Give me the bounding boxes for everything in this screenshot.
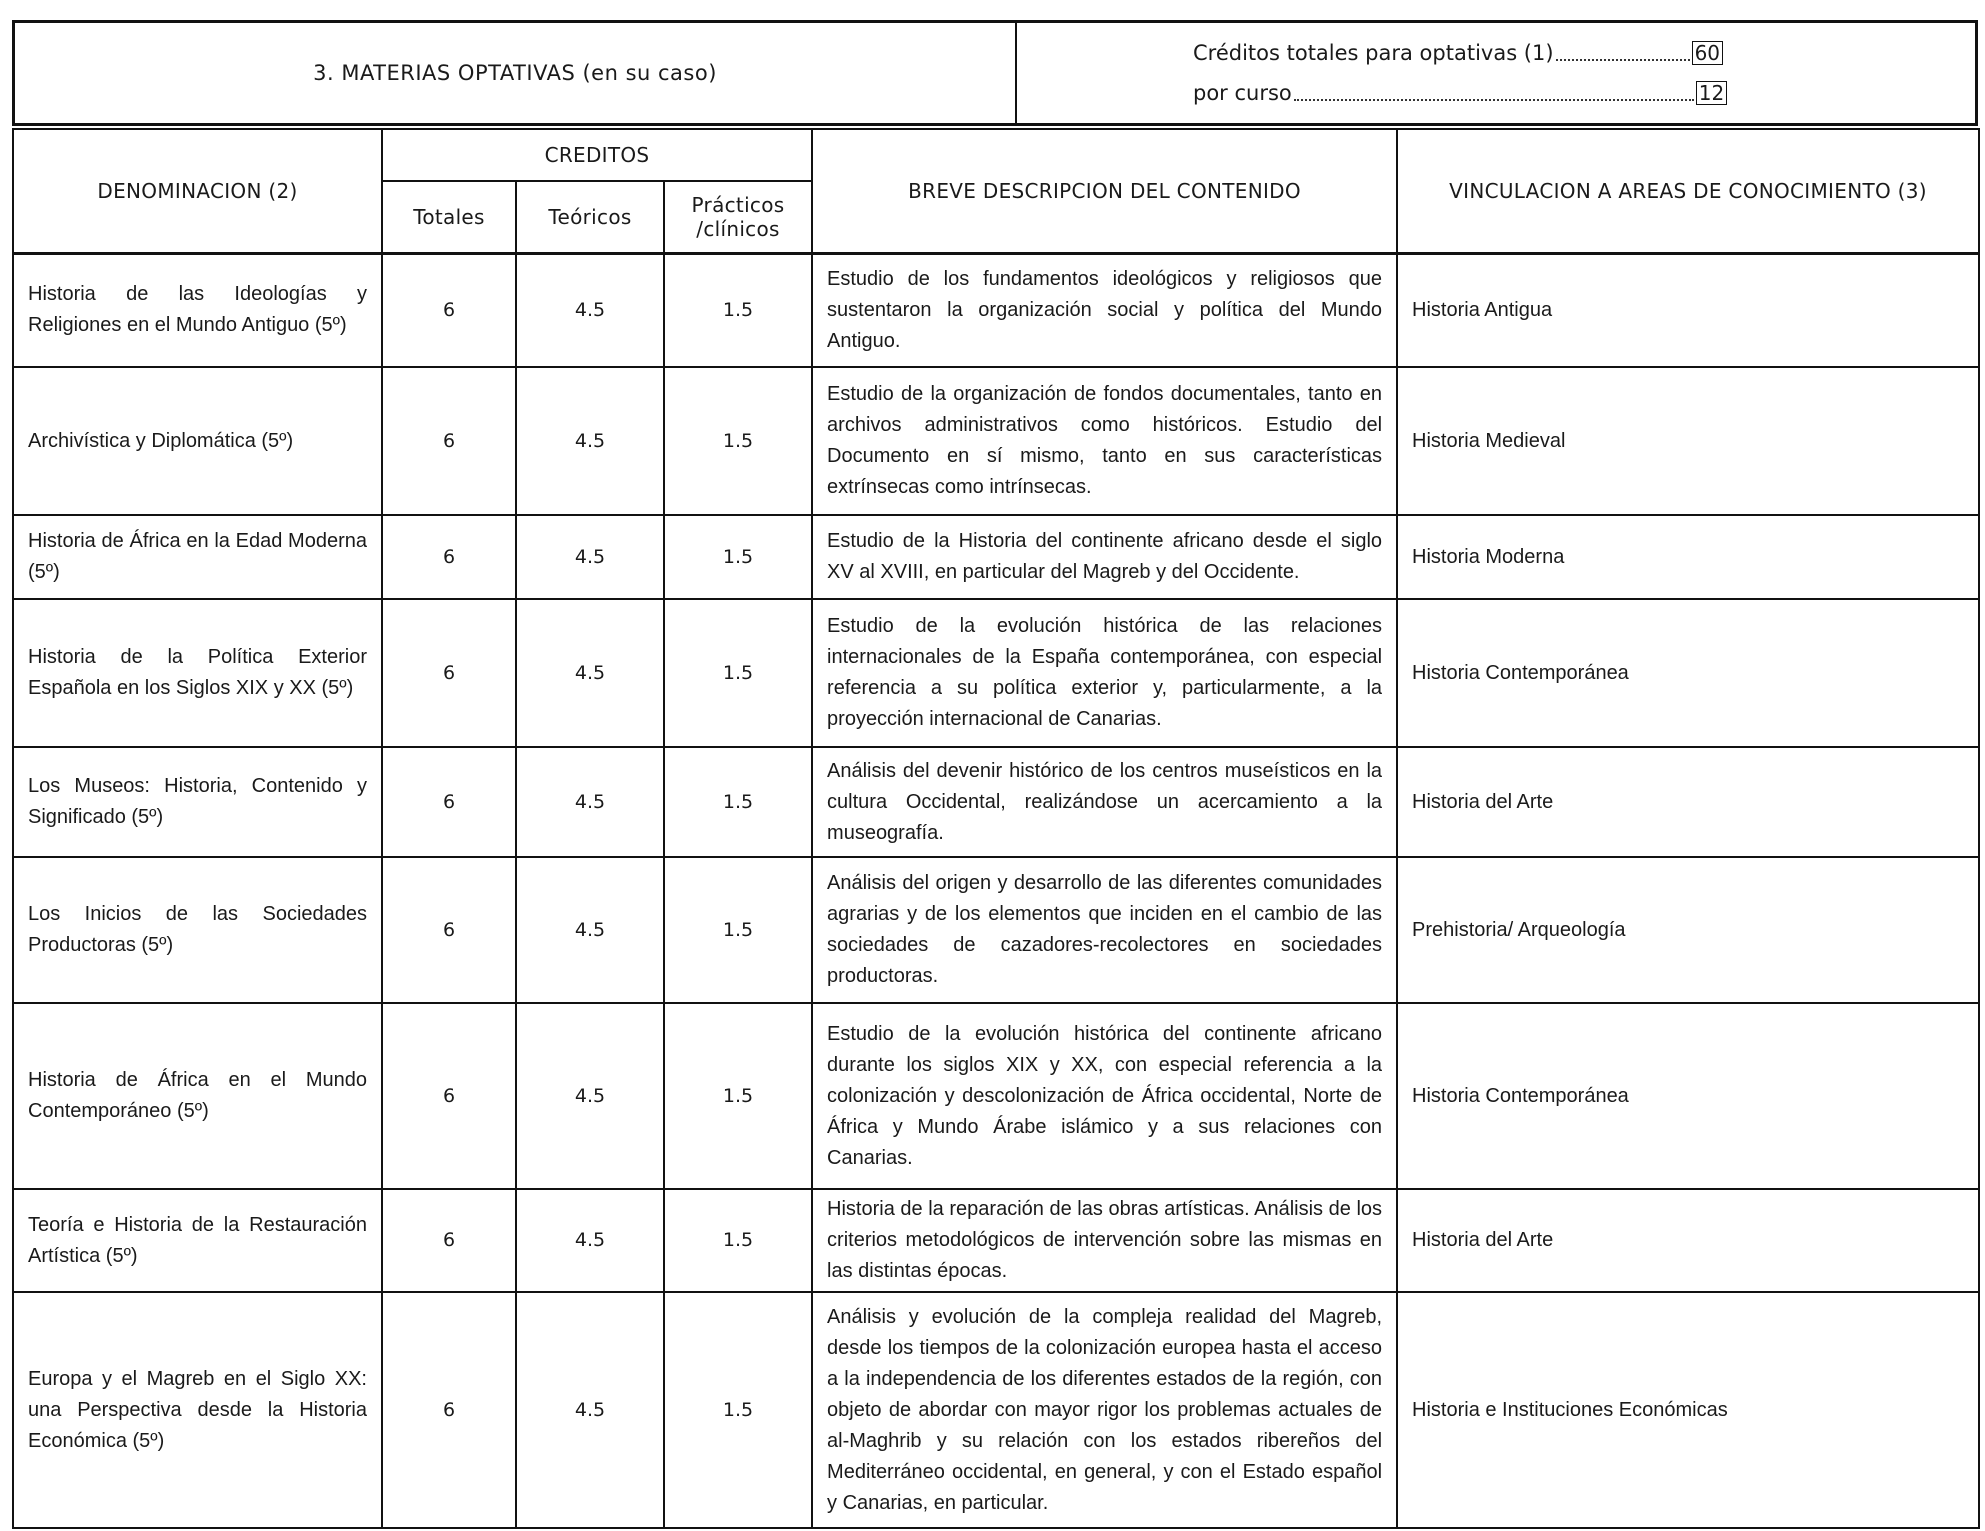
subject-name: Historia de la Política Exterior Española en los Siglos XIX y XX (5º) — [13, 599, 382, 747]
total-credits-line — [1193, 41, 1975, 65]
section-title: 3. MATERIAS OPTATIVAS (en su caso) — [313, 61, 717, 85]
knowledge-area: Historia Medieval — [1397, 367, 1979, 515]
col-header-descripcion: BREVE DESCRIPCION DEL CONTENIDO — [812, 129, 1397, 253]
subject-name: Los Inicios de las Sociedades Productoras (5º) — [13, 857, 382, 1003]
subject-name: Archivística y Diplomática (5º) — [13, 367, 382, 515]
content-description: Estudio de los fundamentos ideológicos y religiosos que sustentaron la organización social y política del Mundo Antiguo. — [812, 253, 1397, 367]
credits-total: 6 — [382, 1003, 516, 1189]
credits-practice: 1.5 — [664, 367, 812, 515]
credits-total: 6 — [382, 367, 516, 515]
credits-total: 6 — [382, 253, 516, 367]
subject-name: Historia de África en la Edad Moderna (5º) — [13, 515, 382, 599]
col-header-denominacion: DENOMINACION (2) — [13, 129, 382, 253]
table-row — [13, 253, 1979, 367]
credits-theory: 4.5 — [516, 367, 664, 515]
credits-total: 6 — [382, 599, 516, 747]
per-course-line — [1193, 81, 1975, 105]
credits-practice: 1.5 — [664, 599, 812, 747]
credits-theory: 4.5 — [516, 747, 664, 857]
col-header-vinculacion: VINCULACION A AREAS DE CONOCIMIENTO (3) — [1397, 129, 1979, 253]
table-row — [13, 515, 1979, 599]
credits-theory: 4.5 — [516, 1003, 664, 1189]
col-header-totales: Totales — [382, 181, 516, 253]
knowledge-area: Historia Contemporánea — [1397, 1003, 1979, 1189]
per-course-value: 12 — [1696, 81, 1727, 105]
credits-total: 6 — [382, 857, 516, 1003]
credits-practice: 1.5 — [664, 1003, 812, 1189]
credits-theory: 4.5 — [516, 1189, 664, 1292]
subject-name: Los Museos: Historia, Contenido y Significado (5º) — [13, 747, 382, 857]
credits-practice: 1.5 — [664, 515, 812, 599]
credits-total: 6 — [382, 1292, 516, 1528]
credits-practice: 1.5 — [664, 747, 812, 857]
table-row — [13, 857, 1979, 1003]
knowledge-area: Historia del Arte — [1397, 1189, 1979, 1292]
credits-summary-cell — [1017, 23, 1975, 123]
per-course-label: por curso — [1193, 81, 1292, 105]
knowledge-area: Historia Antigua — [1397, 253, 1979, 367]
content-description: Historia de la reparación de las obras artísticas. Análisis de los criterios metodológicos de intervención sobre las mismas en las distintas épocas. — [812, 1189, 1397, 1292]
col-header-creditos: CREDITOS — [382, 129, 812, 181]
table-row — [13, 1189, 1979, 1292]
content-description: Estudio de la Historia del continente africano desde el siglo XV al XVIII, en particular del Magreb y del Occidente. — [812, 515, 1397, 599]
credits-total: 6 — [382, 515, 516, 599]
table-row — [13, 1003, 1979, 1189]
col-header-teoricos: Teóricos — [516, 181, 664, 253]
dotted-leader — [1294, 85, 1694, 101]
table-row — [13, 367, 1979, 515]
content-description: Estudio de la evolución histórica del continente africano durante los siglos XIX y XX, con especial referencia a la colonización y descolonización de África occidental, Norte de África y Mundo Árabe islámico y a sus relaciones con Canarias. — [812, 1003, 1397, 1189]
knowledge-area: Prehistoria/ Arqueología — [1397, 857, 1979, 1003]
subject-name: Historia de las Ideologías y Religiones en el Mundo Antiguo (5º) — [13, 253, 382, 367]
subject-name: Historia de África en el Mundo Contemporáneo (5º) — [13, 1003, 382, 1189]
table-row — [13, 747, 1979, 857]
total-credits-value: 60 — [1692, 41, 1723, 65]
section-title-cell — [15, 23, 1017, 123]
credits-practice: 1.5 — [664, 857, 812, 1003]
credits-total: 6 — [382, 747, 516, 857]
credits-theory: 4.5 — [516, 515, 664, 599]
knowledge-area: Historia e Instituciones Económicas — [1397, 1292, 1979, 1528]
total-credits-label: Créditos totales para optativas (1) — [1193, 41, 1554, 65]
credits-theory: 4.5 — [516, 599, 664, 747]
content-description: Análisis del devenir histórico de los centros museísticos en la cultura Occidental, realizándose un acercamiento a la museografía. — [812, 747, 1397, 857]
table-row — [13, 1292, 1979, 1528]
knowledge-area: Historia del Arte — [1397, 747, 1979, 857]
knowledge-area: Historia Contemporánea — [1397, 599, 1979, 747]
content-description: Análisis y evolución de la compleja realidad del Magreb, desde los tiempos de la colonización europea hasta el acceso a la independencia de los diferentes estados de la región, con objeto de abordar con mayor rigor los problemas actuales de al-Maghrib y su relación con los estados ribereños del Mediterráneo occidental, en general, y con el Estado español y Canarias, en particular. — [812, 1292, 1397, 1528]
credits-theory: 4.5 — [516, 253, 664, 367]
dotted-leader — [1556, 45, 1690, 61]
subject-name: Teoría e Historia de la Restauración Artística (5º) — [13, 1189, 382, 1292]
credits-theory: 4.5 — [516, 857, 664, 1003]
content-description: Análisis del origen y desarrollo de las diferentes comunidades agrarias y de los elementos que inciden en el cambio de las sociedades de cazadores-recolectores en sociedades productoras. — [812, 857, 1397, 1003]
optional-subjects-table — [12, 128, 1980, 1529]
credits-theory: 4.5 — [516, 1292, 664, 1528]
content-description: Estudio de la organización de fondos documentales, tanto en archivos administrativos como históricos. Estudio del Documento en sí mismo, tanto en sus características extrínsecas como intrínsecas. — [812, 367, 1397, 515]
credits-practice: 1.5 — [664, 1189, 812, 1292]
knowledge-area: Historia Moderna — [1397, 515, 1979, 599]
subject-name: Europa y el Magreb en el Siglo XX: una Perspectiva desde la Historia Económica (5º) — [13, 1292, 382, 1528]
col-header-practicos: Prácticos /clínicos — [664, 181, 812, 253]
content-description: Estudio de la evolución histórica de las relaciones internacionales de la España contemporánea, con especial referencia a su política exterior y, particularmente, a la proyección internacional de Canarias. — [812, 599, 1397, 747]
credits-practice: 1.5 — [664, 253, 812, 367]
section-header — [12, 20, 1978, 126]
table-row — [13, 599, 1979, 747]
credits-practice: 1.5 — [664, 1292, 812, 1528]
credits-total: 6 — [382, 1189, 516, 1292]
